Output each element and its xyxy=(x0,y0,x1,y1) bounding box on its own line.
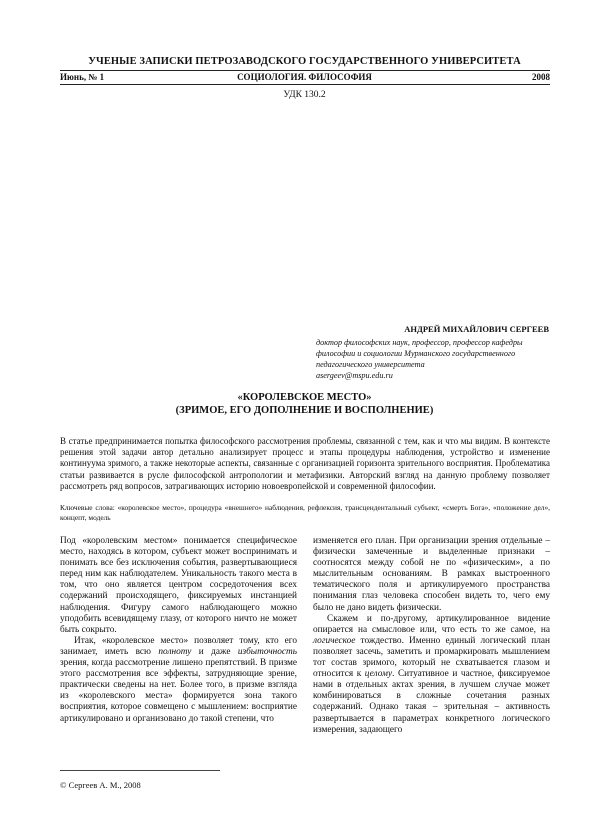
issue-label: Июнь, № 1 xyxy=(60,72,105,82)
paragraph: Скажем и по-другому, артикулированное видение опирается на смысловое или, что есть то же самое, на логическое тождество. Именно единый логический план позволяет засечь, заметить и промаркировать мышлением тот состав зримого, который не схватывается глазом и относится к целому. Ситуативное и частное, фиксируемое нами в отдельных актах зрения, в лучшем случае может комбинироваться в сложные сочетания разных содержаний. Однако такая – зрительная – активность развертывается в параметрах конкретного логического измерения, задающего xyxy=(313,613,550,735)
emphasis: полноту xyxy=(158,646,192,657)
affiliation-line: философии и социологии Мурманского государственного xyxy=(316,349,516,358)
emphasis: избыточность xyxy=(237,646,297,657)
author-email: asergeev@mspu.edu.ru xyxy=(316,371,393,380)
emphasis: целому xyxy=(364,669,393,680)
author-name: АНДРЕЙ МИХАЙЛОВИЧ СЕРГЕЕВ xyxy=(404,324,549,334)
author-affiliation xyxy=(316,337,556,381)
header-rule-top xyxy=(60,70,550,71)
emphasis: логическое xyxy=(313,635,356,646)
paragraph: Итак, «королевское место» позволяет тому, кто его занимает, иметь всю полноту и даже избыточность зрения, когда рассмотрение лишено препятствий. В призме этого рассмотрения все эффекты, затрудняющие зрение, практически сведены на нет. Более того, в призме взгляда из «королевского места» формируется зона такого восприятия, которое совмещено с мышлением: восприятие артикулировано и организовано до такой степени, что xyxy=(60,635,297,724)
year-label: 2008 xyxy=(532,72,550,82)
article-title xyxy=(0,391,609,417)
body-column-left xyxy=(60,536,297,725)
paragraph: Под «королевским местом» понимается специфическое место, находясь в котором, субъект может воспринимать и понимать все без исключения события, развертывающиеся перед ним как наблюдателем. Уникальность такого места в том, что оно является центром сосредоточения всех содержаний происходящего, фиксируемых инстанцией наблюдения. Фигуру самого наблюдающего можно уподобить всевидящему глазу, от которого ничто не может быть сокрыто. xyxy=(60,536,297,635)
title-line-2: (ЗРИМОЕ, ЕГО ДОПОЛНЕНИЕ И ВОСПОЛНЕНИЕ) xyxy=(175,405,434,416)
abstract: В статье предпринимается попытка философского рассмотрения проблемы, связанной с тем, как и что мы видим. В контексте решения этой задачи автор детально анализирует процесс и этапы процедуры наблюдения, устройство и изменение континуума зримого, а также некоторые аспекты, связанные с организацией горизонта зрительного восприятия. Проблематика статьи развивается в русле философской антропологии и метафизики. Авторский взгляд на данную проблему позволяет рассмотреть ряд вопросов, затрагивающих историю новоевропейской и современной философии. xyxy=(60,436,550,491)
copyright-notice: © Сергеев А. М., 2008 xyxy=(60,780,141,790)
body-column-right xyxy=(313,536,550,736)
paragraph: изменяется его план. При организации зрения отдельные – физически замеченные и выделенные признаки – соотносятся между собой не по «физическим», а по мыслительным основаниям. В рамках выстроенного тематического поля и артикулируемого пространства понимания глаз человека способен видеть то, чего ему было не дано видеть физически. xyxy=(313,536,550,613)
footnote-divider xyxy=(60,770,220,771)
title-line-1: «КОРОЛЕВСКОЕ МЕСТО» xyxy=(237,392,372,403)
affiliation-line: доктор философских наук, профессор, профессор кафедры xyxy=(316,338,523,347)
udk-code: УДК 130.2 xyxy=(283,90,326,100)
journal-title: УЧЕНЫЕ ЗАПИСКИ ПЕТРОЗАВОДСКОГО ГОСУДАРСТВЕННОГО УНИВЕРСИТЕТА xyxy=(88,56,521,67)
keywords: Ключевые слова: «королевское место», процедура «внешнего» наблюдения, рефлексия, трансцендентальный субъект, «смерть Бога», «положение дел», концепт, модель xyxy=(60,503,550,522)
header-rule-bottom xyxy=(60,84,550,85)
section-label: СОЦИОЛОГИЯ. ФИЛОСОФИЯ xyxy=(237,72,372,82)
affiliation-line: педагогического университета xyxy=(316,360,425,369)
